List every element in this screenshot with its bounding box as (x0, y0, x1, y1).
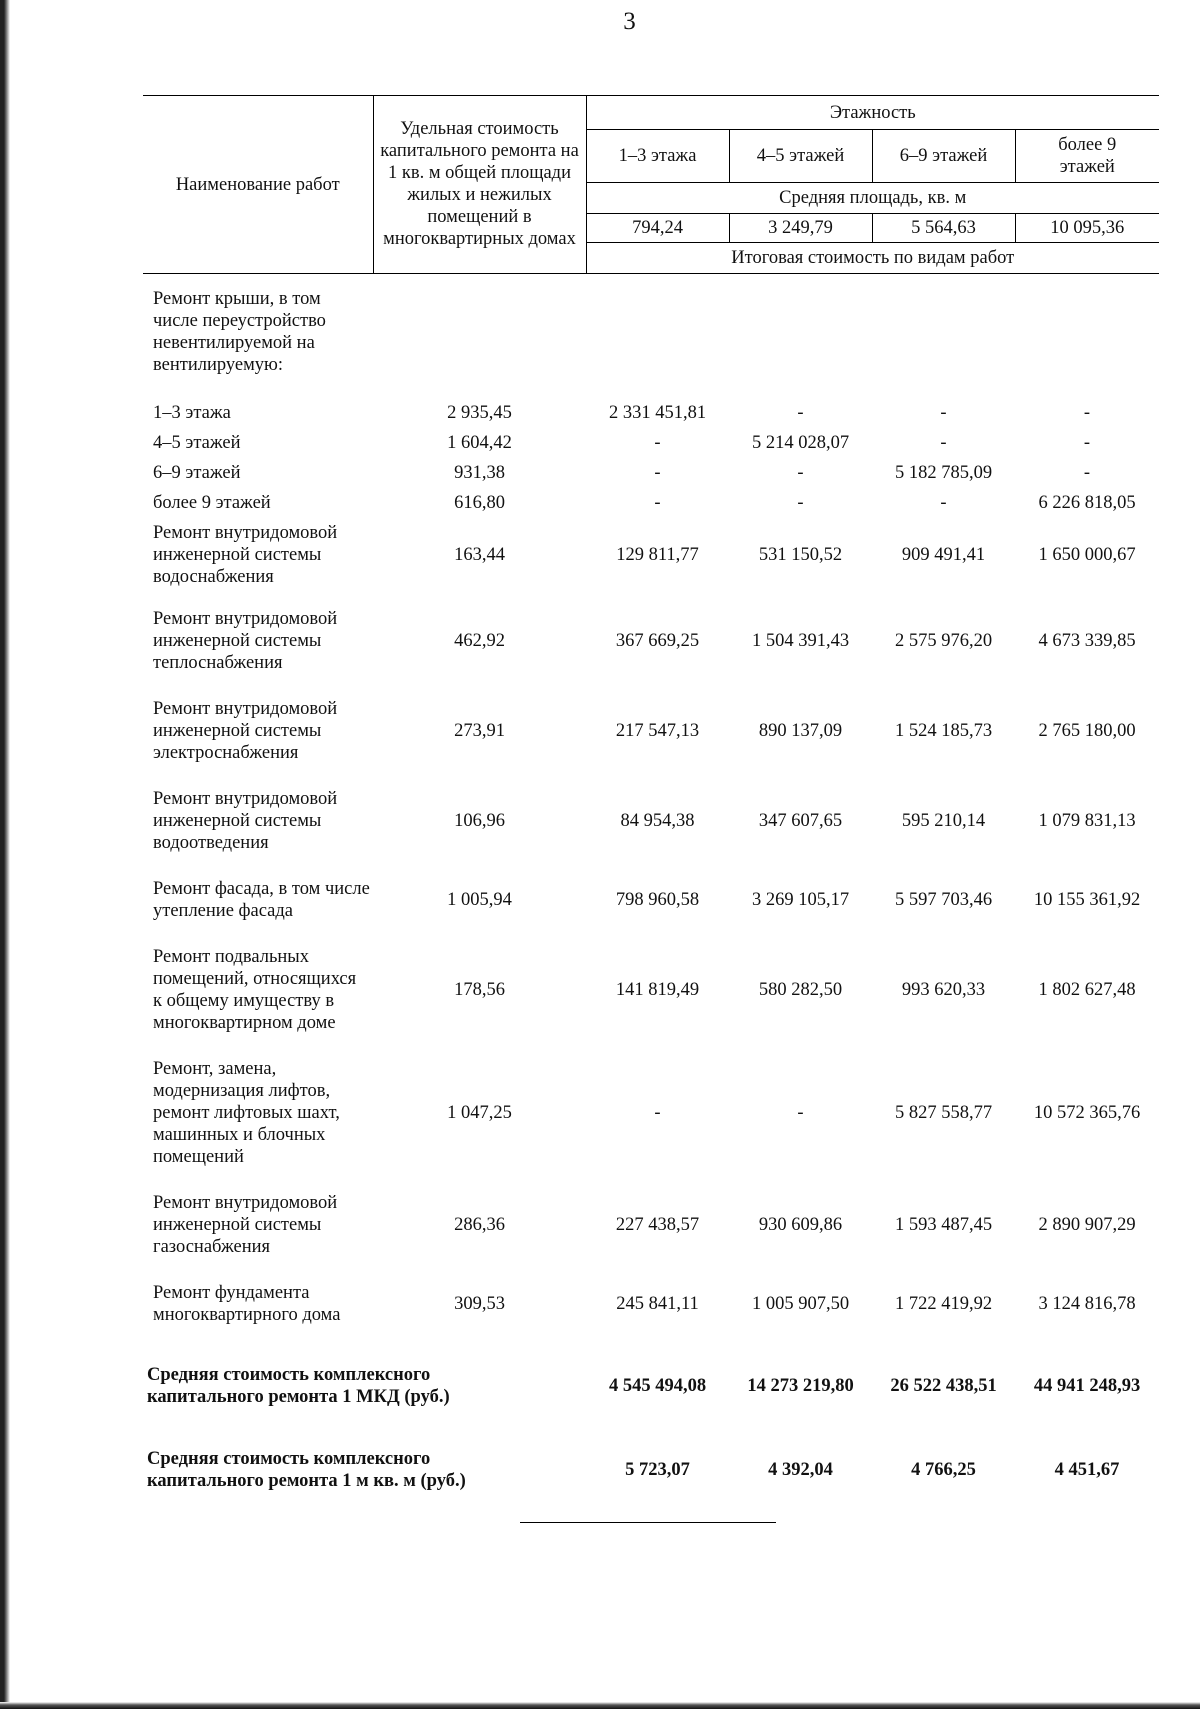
row-unit-cost: 1 047,25 (447, 1103, 512, 1123)
row-name (143, 274, 373, 399)
row-value: - (797, 1103, 804, 1123)
row-value: 5 214 028,07 (751, 433, 850, 453)
row-value: 4 673 339,85 (1038, 631, 1136, 651)
row-unit-cost: 178,56 (454, 980, 505, 1000)
row-value: 1 504 391,43 (751, 631, 850, 651)
row-name: 1–3 этажа (153, 403, 231, 423)
row-value: 1 650 000,67 (1038, 545, 1136, 565)
row-value: - (654, 433, 661, 453)
row-unit-cost: 106,96 (454, 811, 505, 831)
row-name: Ремонт внутридомовой инженерной системы газоснабжения (153, 1193, 338, 1257)
header-area-value: 794,24 (586, 214, 729, 243)
row-name: 4–5 этажей (153, 433, 241, 453)
row-value: 595 210,14 (901, 811, 986, 831)
row-value: 2 575 976,20 (894, 631, 993, 651)
footer-rule (520, 1522, 776, 1523)
row-name: Ремонт фундамента многоквартирного дома (153, 1283, 341, 1325)
scan-edge-bottom (0, 1702, 1200, 1709)
row-name: Ремонт внутридомовой инженерной системы водоснабжения (153, 523, 338, 587)
row-value: 531 150,52 (758, 545, 843, 565)
table-row (143, 866, 1159, 934)
cost-table (143, 95, 1159, 1492)
total-value: 4 545 494,08 (608, 1376, 707, 1396)
table-row (143, 776, 1159, 866)
total-value: 4 766,25 (911, 1460, 976, 1480)
table-body (143, 274, 1159, 1493)
row-value: 6 226 818,05 (1038, 493, 1136, 513)
row-value: 993 620,33 (901, 980, 986, 1000)
table-header (143, 96, 1159, 274)
header-category-text: более 9 этажей (1058, 135, 1117, 177)
header-area-value: 10 095,36 (1015, 214, 1159, 243)
roof-intro-text: Ремонт крыши, в том числе переустройство невентилируемой на вентилируемую: (153, 289, 326, 375)
row-name-text: Ремонт подвальных помещений, относящихся к общему имуществу в многоквартирном доме (153, 947, 357, 1033)
total-row (143, 1428, 1159, 1492)
row-value: 129 811,77 (616, 545, 699, 565)
row-value: 245 841,11 (616, 1294, 699, 1314)
table-row (143, 596, 1159, 686)
row-value: - (654, 493, 661, 513)
scan-edge-left (0, 0, 10, 1709)
row-value: 930 609,86 (758, 1215, 843, 1235)
row-value: - (654, 463, 661, 483)
row-name-text: Ремонт, замена, модернизация лифтов, ремонт лифтовых шахт, машинных и блочных помещений (153, 1059, 340, 1167)
row-value: 5 597 703,46 (894, 890, 993, 910)
row-value: - (797, 493, 804, 513)
table-row (143, 934, 1159, 1046)
row-value: 3 124 816,78 (1038, 1294, 1136, 1314)
row-value: 890 137,09 (758, 721, 843, 741)
row-value: - (1083, 463, 1091, 483)
row-value: 227 438,57 (615, 1215, 700, 1235)
row-name: более 9 этажей (153, 493, 271, 513)
table-row (143, 1270, 1159, 1338)
row-unit-cost: 309,53 (454, 1294, 505, 1314)
row-value: 217 547,13 (615, 721, 700, 741)
total-value: 4 392,04 (768, 1460, 833, 1480)
row-value: - (940, 403, 947, 423)
total-row-name-text: Средняя стоимость комплексного капитального ремонта 1 м кв. м (руб.) (147, 1449, 466, 1491)
row-unit-cost: 273,91 (454, 721, 505, 741)
header-area-value: 3 249,79 (729, 214, 872, 243)
row-value: 580 282,50 (758, 980, 843, 1000)
table-row (143, 1046, 1159, 1180)
header-total-by-work: Итоговая стоимость по видам работ (586, 243, 1159, 274)
row-unit-cost: 163,44 (454, 545, 505, 565)
header-work-name: Наименование работ (143, 96, 373, 274)
header-floors: Этажность (586, 96, 1159, 130)
row-value: 2 890 907,29 (1038, 1215, 1136, 1235)
total-value: 5 723,07 (625, 1460, 690, 1480)
row-unit-cost: 616,80 (454, 493, 505, 513)
row-name: Ремонт внутридомовой инженерной системы водоотведения (153, 789, 338, 853)
row-name (143, 934, 373, 1046)
row-name: Ремонт фасада, в том числе утепление фасада (153, 879, 370, 921)
row-value: - (940, 493, 947, 513)
table-row (143, 488, 1159, 518)
row-unit-cost: 286,36 (454, 1215, 505, 1235)
row-unit-cost: 931,38 (454, 463, 505, 483)
total-value: 14 273 219,80 (747, 1376, 854, 1396)
row-value: 5 182 785,09 (894, 463, 993, 483)
total-value: 26 522 438,51 (890, 1376, 997, 1396)
row-value: 1 005 907,50 (751, 1294, 850, 1314)
row-value: 909 491,41 (901, 545, 986, 565)
row-value: 798 960,58 (615, 890, 700, 910)
row-value: 10 572 365,76 (1033, 1103, 1141, 1123)
row-value: 2 765 180,00 (1038, 721, 1136, 741)
row-value: 1 524 185,73 (894, 721, 993, 741)
row-value: 141 819,49 (615, 980, 700, 1000)
row-value: - (1083, 403, 1091, 423)
row-value: 1 722 419,92 (894, 1294, 993, 1314)
row-value: - (797, 403, 804, 423)
total-row-name (143, 1338, 586, 1428)
page-number: 3 (623, 8, 637, 35)
row-value: 2 331 451,81 (608, 403, 707, 423)
header-category: 1–3 этажа (586, 130, 729, 183)
row-value: 10 155 361,92 (1033, 890, 1141, 910)
row-unit-cost: 1 604,42 (447, 433, 512, 453)
table-row (143, 458, 1159, 488)
row-name (143, 1046, 373, 1180)
table-row (143, 428, 1159, 458)
row-unit-cost: 1 005,94 (447, 890, 512, 910)
row-value: 367 669,25 (615, 631, 700, 651)
row-name: Ремонт внутридомовой инженерной системы электроснабжения (153, 699, 338, 763)
total-value: 4 451,67 (1054, 1460, 1120, 1480)
total-row-name-text: Средняя стоимость комплексного капитального ремонта 1 МКД (руб.) (147, 1365, 450, 1407)
header-category (1015, 130, 1159, 183)
row-value: 5 827 558,77 (894, 1103, 993, 1123)
row-unit-cost: 462,92 (454, 631, 505, 651)
row-value: 1 593 487,45 (894, 1215, 993, 1235)
row-value: 347 607,65 (758, 811, 843, 831)
row-value: 3 269 105,17 (751, 890, 850, 910)
table-row (143, 518, 1159, 596)
header-unit-cost: Удельная стоимость капитального ремонта на 1 кв. м общей площади жилых и нежилых помещений в многоквартирных домах (373, 96, 586, 274)
table-row (143, 398, 1159, 428)
total-row-name (143, 1428, 586, 1492)
header-area-value: 5 564,63 (872, 214, 1015, 243)
table-row (143, 686, 1159, 776)
row-name: Ремонт внутридомовой инженерной системы теплоснабжения (153, 609, 338, 673)
row-name: 6–9 этажей (153, 463, 241, 483)
table-row (143, 274, 1159, 399)
header-category: 6–9 этажей (872, 130, 1015, 183)
header-avg-area: Средняя площадь, кв. м (586, 183, 1159, 214)
row-value: 1 802 627,48 (1038, 980, 1136, 1000)
row-value: - (940, 433, 947, 453)
row-value: - (797, 463, 804, 483)
header-category: 4–5 этажей (729, 130, 872, 183)
row-unit-cost: 2 935,45 (447, 403, 512, 423)
total-row (143, 1338, 1159, 1428)
table-row (143, 1180, 1159, 1270)
row-value: 84 954,38 (620, 811, 695, 831)
row-value: 1 079 831,13 (1038, 811, 1136, 831)
row-value: - (654, 1103, 661, 1123)
total-value: 44 941 248,93 (1033, 1376, 1141, 1396)
row-value: - (1083, 433, 1091, 453)
